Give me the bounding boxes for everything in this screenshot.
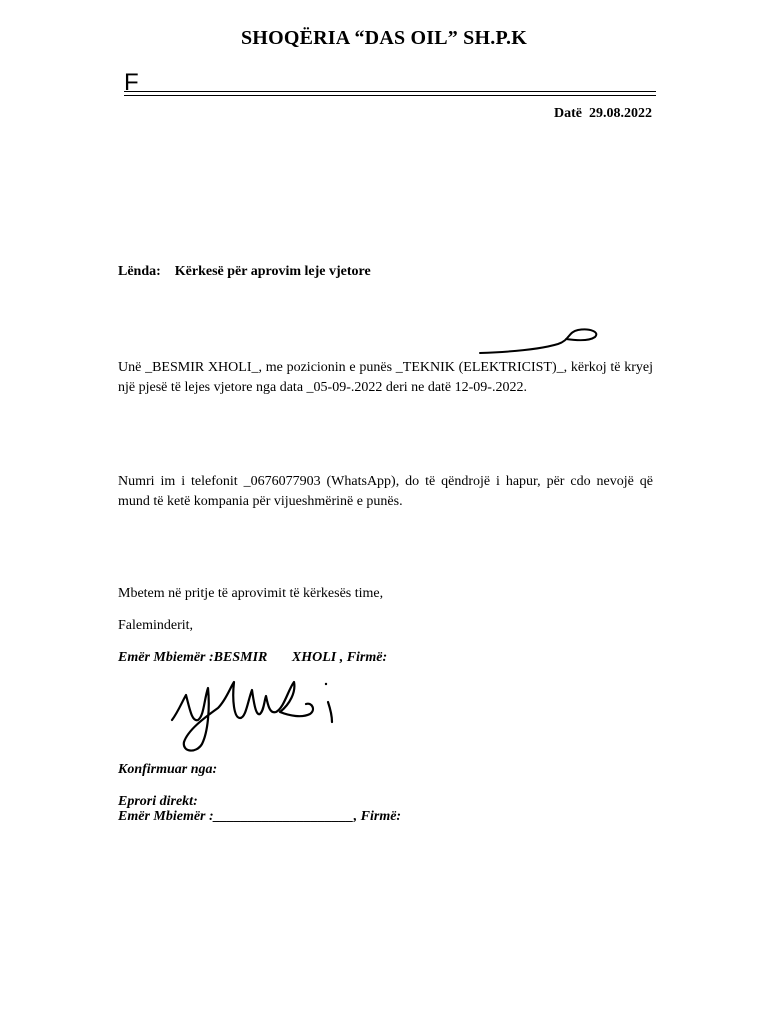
header-rule-bottom [124,95,656,96]
phone-paragraph: Numri im i telefonit _0676077903 (WhatsApp), do të qëndrojë i hapur, për cdo nevojë që mund të ketë kompania për vijueshmërinë e punës. [118,474,653,509]
confirmed-by-label: Konfirmuar nga: [118,762,218,777]
closing-line: Mbetem në pritje të aprovimit të kërkesës time, [118,586,384,601]
header-rule-top [124,91,656,92]
subject-line: Lënda: Kërkesë për aprovim leje vjetore [118,264,371,279]
document-date: Datë 29.08.2022 [554,106,652,121]
employee-name-signature-label: Emër Mbiemër :BESMIR XHOLI , Firmë: [118,650,388,665]
supervisor-name-signature-label: Emër Mbiemër :____________________, Firmë: [118,809,402,824]
pen-stroke-mark [478,322,603,356]
company-title: SHOQËRIA “DAS OIL” SH.P.K [240,27,527,49]
request-paragraph: Unë _BESMIR XHOLI_, me pozicionin e punës _TEKNIK (ELEKTRICIST)_, kërkoj të kryej një pjesë të lejes vjetore nga data _05-09-.2022 deri ne datë 12-09-.2022. [118,360,653,395]
letterhead-mark: F [124,69,139,96]
handwritten-signature [160,660,350,760]
thanks-line: Faleminderit, [118,618,194,633]
supervisor-label: Eprori direkt: [118,794,198,809]
